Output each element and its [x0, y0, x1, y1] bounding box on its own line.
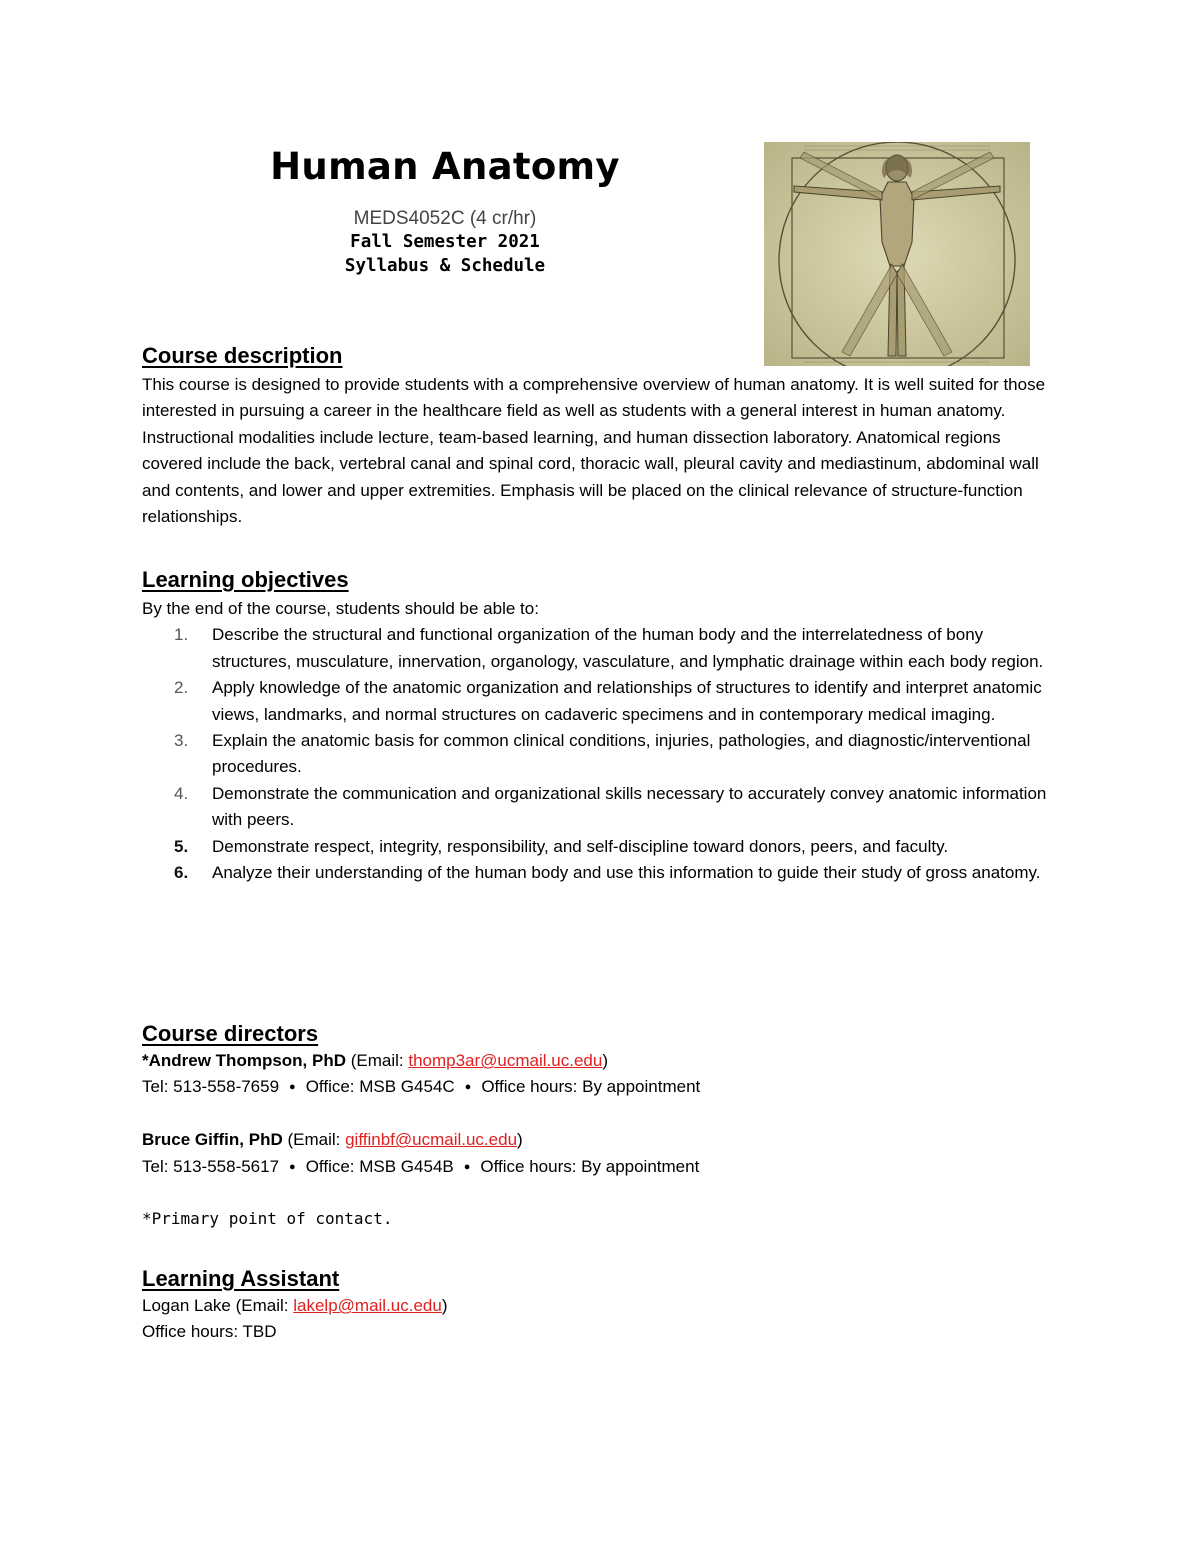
- email-close: ): [441, 1296, 448, 1315]
- email-close: ): [517, 1130, 523, 1150]
- objective-text: Analyze their understanding of the human body and use this information to guide their study of gross anatomy.: [212, 863, 1041, 883]
- semester: Fall Semester 2021: [350, 232, 540, 252]
- objective-text: Demonstrate respect, integrity, responsibility, and self-discipline toward donors, peers, and faculty.: [212, 836, 949, 856]
- objective-text: Explain the anatomic basis for common clinical conditions, injuries, pathologies, and diagnostic/interventional procedures.: [212, 731, 1031, 777]
- course-directors-section: [142, 1020, 1062, 1233]
- course-code: MEDS4052C (4 cr/hr): [353, 208, 537, 229]
- assistant-hours: Office hours: TBD: [142, 1322, 277, 1342]
- bullet-icon: ●: [464, 1081, 472, 1094]
- director-hours: Office hours: By appointment: [481, 1077, 701, 1097]
- assistant-name-line: [142, 1293, 1062, 1319]
- objective-number: 4.: [174, 783, 189, 803]
- director-hours: Office hours: By appointment: [480, 1156, 700, 1176]
- objectives-list: [142, 622, 1062, 886]
- objective-number: 6.: [174, 863, 189, 883]
- objective-item: [142, 675, 1062, 728]
- course-description-heading: Course description: [142, 343, 343, 368]
- objective-item: [142, 781, 1062, 834]
- assistant-email-link[interactable]: lakelp@mail.uc.edu: [293, 1296, 442, 1315]
- email-label: (Email:: [235, 1296, 294, 1315]
- learning-objectives-section: [142, 566, 1062, 886]
- learning-assistant-section: [142, 1265, 1062, 1346]
- director-office: Office: MSB G454B: [305, 1156, 454, 1176]
- objective-number: 2.: [174, 678, 189, 698]
- primary-contact-footnote: *Primary point of contact.: [142, 1209, 393, 1229]
- bullet-icon: ●: [289, 1160, 296, 1173]
- assistant-name: Logan Lake: [142, 1296, 231, 1315]
- director-name: *Andrew Thompson, PhD: [142, 1051, 346, 1070]
- objective-number: 3.: [174, 731, 189, 751]
- director-contact-line: [142, 1074, 1062, 1100]
- director-name: Bruce Giffin, PhD: [142, 1130, 283, 1150]
- objectives-intro: By the end of the course, students should be able to:: [142, 599, 539, 618]
- director-tel: Tel: 513-558-7659: [142, 1077, 280, 1097]
- course-description-section: [142, 342, 1062, 530]
- document-title: Human Anatomy: [270, 145, 620, 188]
- bullet-icon: ●: [463, 1160, 471, 1173]
- email-close: ): [602, 1051, 608, 1070]
- spacer: [142, 1180, 1062, 1206]
- director-contact-line: [142, 1154, 1062, 1180]
- objective-item: [142, 622, 1062, 675]
- director-name-line: [142, 1048, 1062, 1074]
- objective-text: Describe the structural and functional organization of the human body and the interrelatedness of bony structures, musculature, innervation, organology, vasculature, and lymphatic drainage within each body region.: [212, 625, 1044, 671]
- syllabus-subtitle: Syllabus & Schedule: [344, 256, 546, 276]
- vitruvian-man-drawing: [764, 142, 1030, 366]
- email-label: (Email:: [287, 1130, 346, 1150]
- objective-number: 1.: [174, 625, 189, 645]
- vitruvian-man-image: [764, 142, 1030, 366]
- objective-number: 5.: [174, 836, 189, 856]
- course-description-text: This course is designed to provide students with a comprehensive overview of human anatomy. It is well suited for those interested in pursuing a career in the healthcare field as well as students with a general interest in human anatomy. Instructional modalities include lecture, team-based learning, and human dissection laboratory. Anatomical regions covered include the back, vertebral canal and spinal cord, thoracic wall, pleural cavity and mediastinum, abdominal wall and contents, and lower and upper extremities. Emphasis will be placed on the clinical relevance of structure-function relationships.: [142, 375, 1046, 527]
- spacer: [142, 1101, 1062, 1127]
- objective-text: Demonstrate the communication and organizational skills necessary to accurately convey anatomic information with peers.: [212, 783, 1047, 830]
- objective-item: [142, 834, 1062, 860]
- director-name-line: [142, 1127, 1062, 1153]
- director-email-link[interactable]: thomp3ar@ucmail.uc.edu: [408, 1051, 603, 1070]
- learning-objectives-heading: Learning objectives: [142, 567, 349, 592]
- objective-item: [142, 860, 1062, 886]
- learning-assistant-heading: Learning Assistant: [142, 1266, 340, 1291]
- email-label: (Email:: [350, 1051, 409, 1070]
- director-office: Office: MSB G454C: [305, 1077, 455, 1097]
- director-tel: Tel: 513-558-5617: [142, 1156, 280, 1176]
- title-block: [230, 142, 660, 278]
- course-directors-heading: Course directors: [142, 1021, 319, 1046]
- bullet-icon: ●: [289, 1081, 296, 1094]
- director-email-link[interactable]: giffinbf@ucmail.uc.edu: [345, 1130, 518, 1150]
- objective-text: Apply knowledge of the anatomic organization and relationships of structures to identify and interpret anatomic views, landmarks, and normal structures on cadaveric specimens and in contemporary medical imaging.: [212, 678, 1042, 724]
- objective-item: [142, 728, 1062, 781]
